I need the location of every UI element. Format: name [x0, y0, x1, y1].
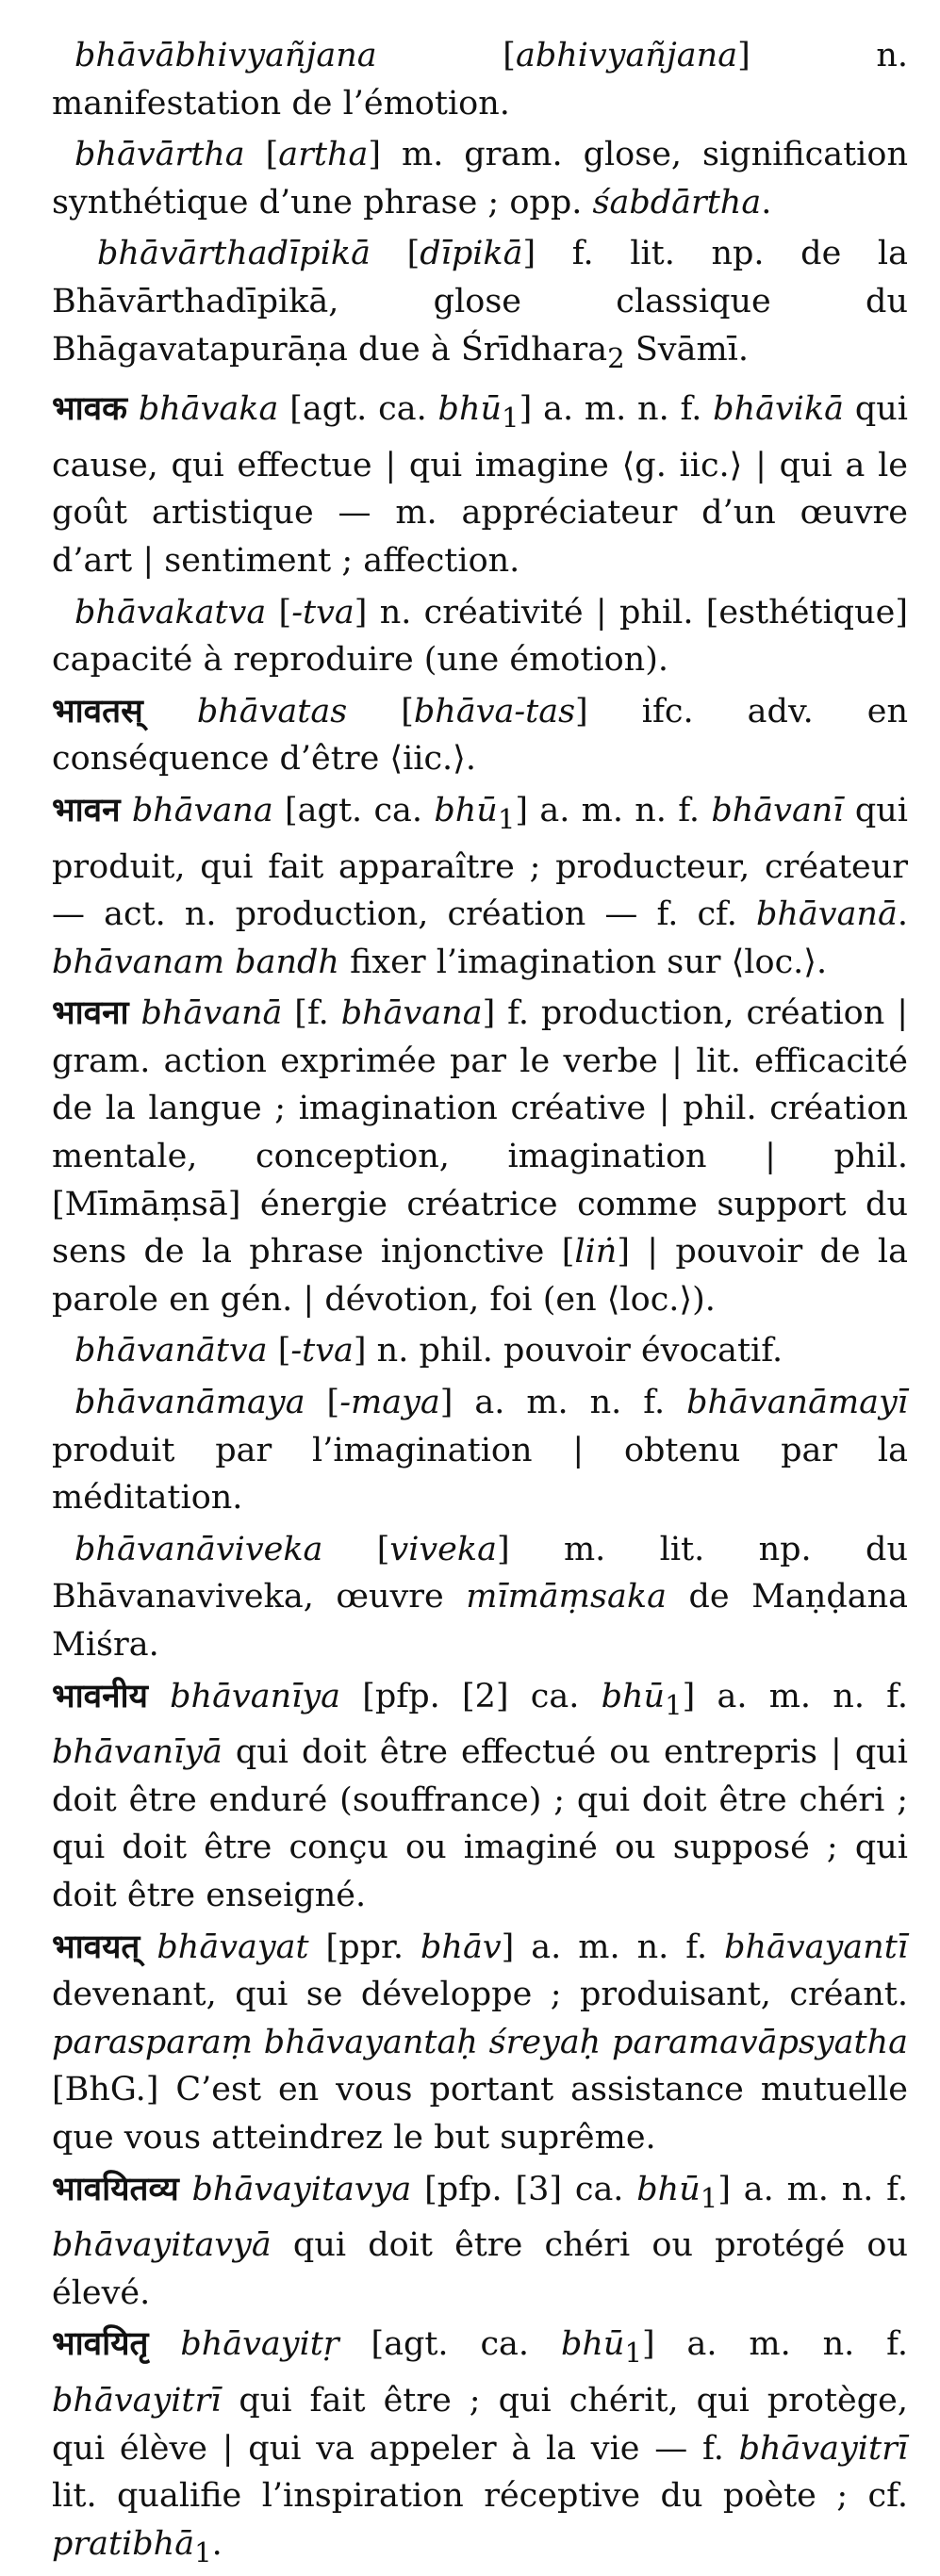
entry-text: भावयत् bhāvayat [ppr. bhāv] a. m. n. f. bhāvayantī devenant, qui se développe ; produisant, créant. parasparaṃ bhāvayantaḥ śreyaḥ paramavāpsyatha [BhG.] C’est en vous portant assistance mutuelle que vous atteindrez le but suprême.: [52, 1928, 908, 2157]
entry-bhavarthadipika: [52, 230, 908, 382]
entry-text: भावक bhāvaka [agt. ca. bhū$_1$] a. m. n. f. bhāvikā qui cause, qui effectue | qui imagine ⟨g. iic.⟩ | qui a le goût artistique — m. appréciateur d’un œuvre d’art | sentiment ; affection.: [52, 390, 908, 580]
entry-text: भावयितव्य bhāvayitavya [pfp. [3] ca. bhū$_1$] a. m. n. f. bhāvayitavyā qui doit être chéri ou protégé ou élevé.: [52, 2170, 908, 2312]
entry-text: भावयितृ bhāvayitṛ [agt. ca. bhū$_1$] a. m. n. f. bhāvayitrī qui fait être ; qui chérit, qui protège, qui élève | qui va appeler à la vie — f. bhāvayitrī lit. qualifie l’inspiration réceptive du poète ; cf. pratibhā$_1$.: [52, 2325, 908, 2568]
entry-text: भावना bhāvanā [f. bhāvana] f. production, création | gram. action exprimée par le verbe | lit. efficacité de la langue ; imagination créative | phil. création mentale, conception, imagination | phil. [Mīmāṃsā] énergie créatrice comme support du sens de la phrase injonctive [liṅ] | pouvoir de la parole en gén. | dévotion, foi (en ⟨loc.⟩).: [52, 994, 908, 1319]
entry-bhavana: [52, 787, 908, 986]
entry-text: bhāvābhivyañjana [abhivyañjana] n. manifestation de l’émotion.: [52, 37, 909, 123]
entry-text: भावन bhāvana [agt. ca. bhū$_1$] a. m. n. f. bhāvanī qui produit, qui fait apparaître ; producteur, créateur — act. n. production, création — f. cf. bhāvanā. bhāvanam bandh fixer l’imagination sur ⟨loc.⟩.: [52, 791, 908, 981]
entry-bhavana-f: [52, 990, 908, 1323]
entry-bhavakatva: [52, 589, 908, 684]
entry-bhavayitavya: [52, 2166, 908, 2318]
entry-text: bhāvanāviveka [viveka] m. lit. np. du Bhāvanaviveka, œuvre mīmāṃsaka de Maṇḍana Miśra.: [52, 1530, 909, 1664]
entry-bhavartha: [52, 131, 908, 226]
entry-bhavatas: [52, 688, 908, 783]
entry-bhavanaviveka: [52, 1526, 908, 1669]
entry-text: भावतस् bhāvatas [bhāva-tas] ifc. adv. en conséquence d’être ⟨iic.⟩.: [52, 692, 908, 779]
entry-bhavabhivyanjana: [52, 32, 908, 127]
entry-bhavanamaya: [52, 1379, 908, 1522]
entry-bhavayitr: [52, 2321, 908, 2576]
entry-text: bhāvārtha [artha] m. gram. glose, signification synthétique d’une phrase ; opp. śabdārtha.: [52, 136, 908, 222]
entry-text: bhāvakatva [-tva] n. créativité | phil. [esthétique] capacité à reproduire (une émotion).: [52, 593, 908, 680]
entry-bhavaka: [52, 386, 908, 584]
entry-text: भावनीय bhāvanīya [pfp. [2] ca. bhū$_1$] a. m. n. f. bhāvanīyā qui doit être effectué ou entrepris | qui doit être enduré (souffrance) ; qui doit être chéri ; qui doit être conçu ou imaginé ou supposé ; qui doit être enseigné.: [52, 1677, 909, 1914]
entry-bhavaniya: [52, 1673, 908, 1920]
entry-text: bhāvanāmaya [-maya] a. m. n. f. bhāvanāmayī produit par l’imagination | obtenu par la méditation.: [52, 1384, 908, 1518]
entry-bhavayat: [52, 1924, 908, 2162]
entry-bhavanatva: [52, 1327, 908, 1375]
entry-text: bhāvanātva [-tva] n. phil. pouvoir évocatif.: [74, 1332, 783, 1370]
entry-text: bhāvārthadīpikā [dīpikā] f. lit. np. de la Bhāvārthadīpikā, glose classique du Bhāgavatapurāṇa due à Śrīdhara$_2$ Svāmī.: [52, 235, 908, 374]
